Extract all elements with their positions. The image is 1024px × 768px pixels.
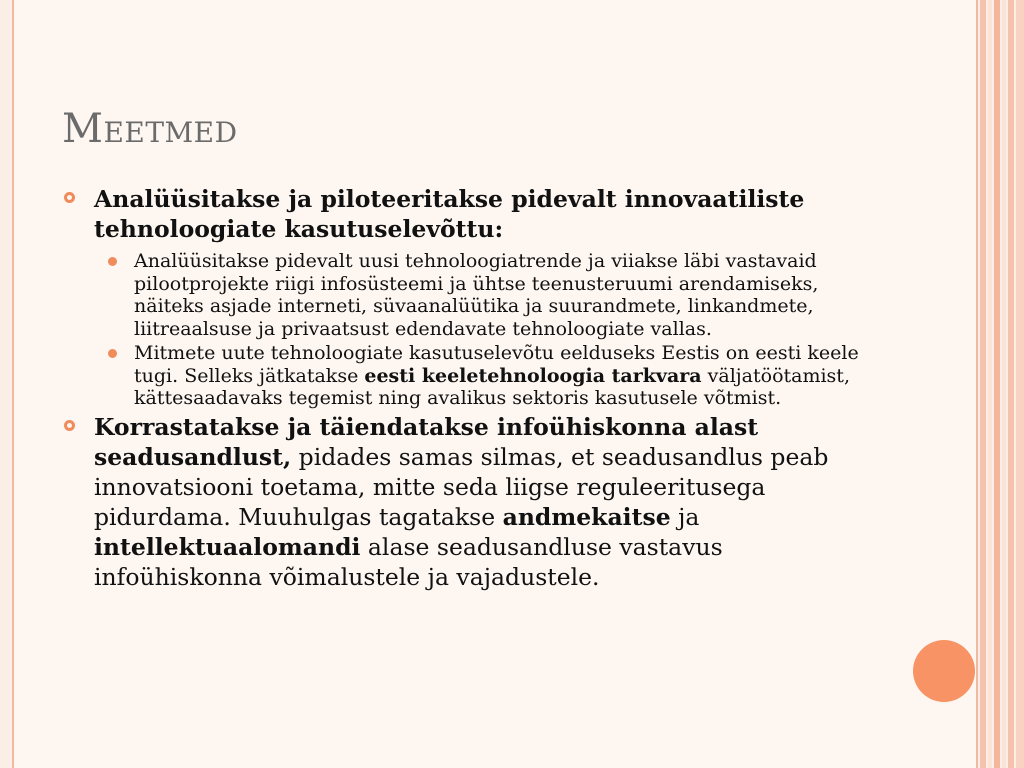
bold-text: Analüüsitakse ja piloteeritakse pidevalt innovaatiliste tehnoloogiate kasutuselevõttu: — [94, 185, 805, 243]
bold-text: intellektuaalomandi — [94, 532, 361, 561]
text: alase seadusandluse vastavus infoühiskonna võimalustele ja vajadustele. — [94, 532, 723, 591]
text: Mitmete uute tehnoloogiate kasutuselevõtu eelduseks Eestis on eesti keele tugi. Selleks jätkatakse — [134, 342, 859, 387]
sub-bullet-item — [100, 342, 880, 410]
decor-circle — [913, 640, 975, 702]
text: pidades samas silmas, et seadusandlus peab innovatsiooni toetama, mitte seda liigse reguleeritusega pidurdama. Muuhulgas tagatakse — [94, 442, 829, 531]
bold-text: andmekaitse — [502, 502, 671, 531]
bullet-item — [60, 184, 880, 244]
bullet-item — [60, 412, 880, 592]
decor-stripe — [988, 0, 992, 768]
bullet-icon — [108, 349, 117, 358]
bold-text: eesti keeletehnoloogia tarkvara — [364, 364, 702, 387]
decor-stripe — [1008, 0, 1014, 768]
text: ja — [670, 502, 700, 531]
bold-text: Korrastatakse ja täiendatakse infoühiskonna alast seadusandlust, — [94, 412, 759, 471]
text: Analüüsitakse pidevalt uusi tehnoloogiatrende ja viiakse läbi vastavaid pilootprojekte riigi infosüsteemi ja ühtse teenusteruumi arendamiseks, näiteks asjade interneti, süvaanalüütika ja suurandmete, linkandmete, liitreaalsuse ja privaatsust edendavate tehnoloogiate vallas. — [134, 250, 819, 340]
decor-stripe — [1016, 0, 1024, 768]
decor-stripe — [1002, 0, 1006, 768]
slide-title: Meetmed — [62, 106, 238, 152]
decor-stripe — [980, 0, 986, 768]
bullet-icon — [64, 192, 75, 203]
decor-stripe — [994, 0, 1000, 768]
sub-bullet-item — [100, 250, 880, 340]
bullet-icon — [64, 420, 75, 431]
text: väljatöötamist, kättesaadavaks tegemist ning avalikus sektoris kasutusele võtmist. — [134, 364, 850, 409]
bullet-icon — [108, 257, 117, 266]
bullet-list — [60, 184, 880, 598]
